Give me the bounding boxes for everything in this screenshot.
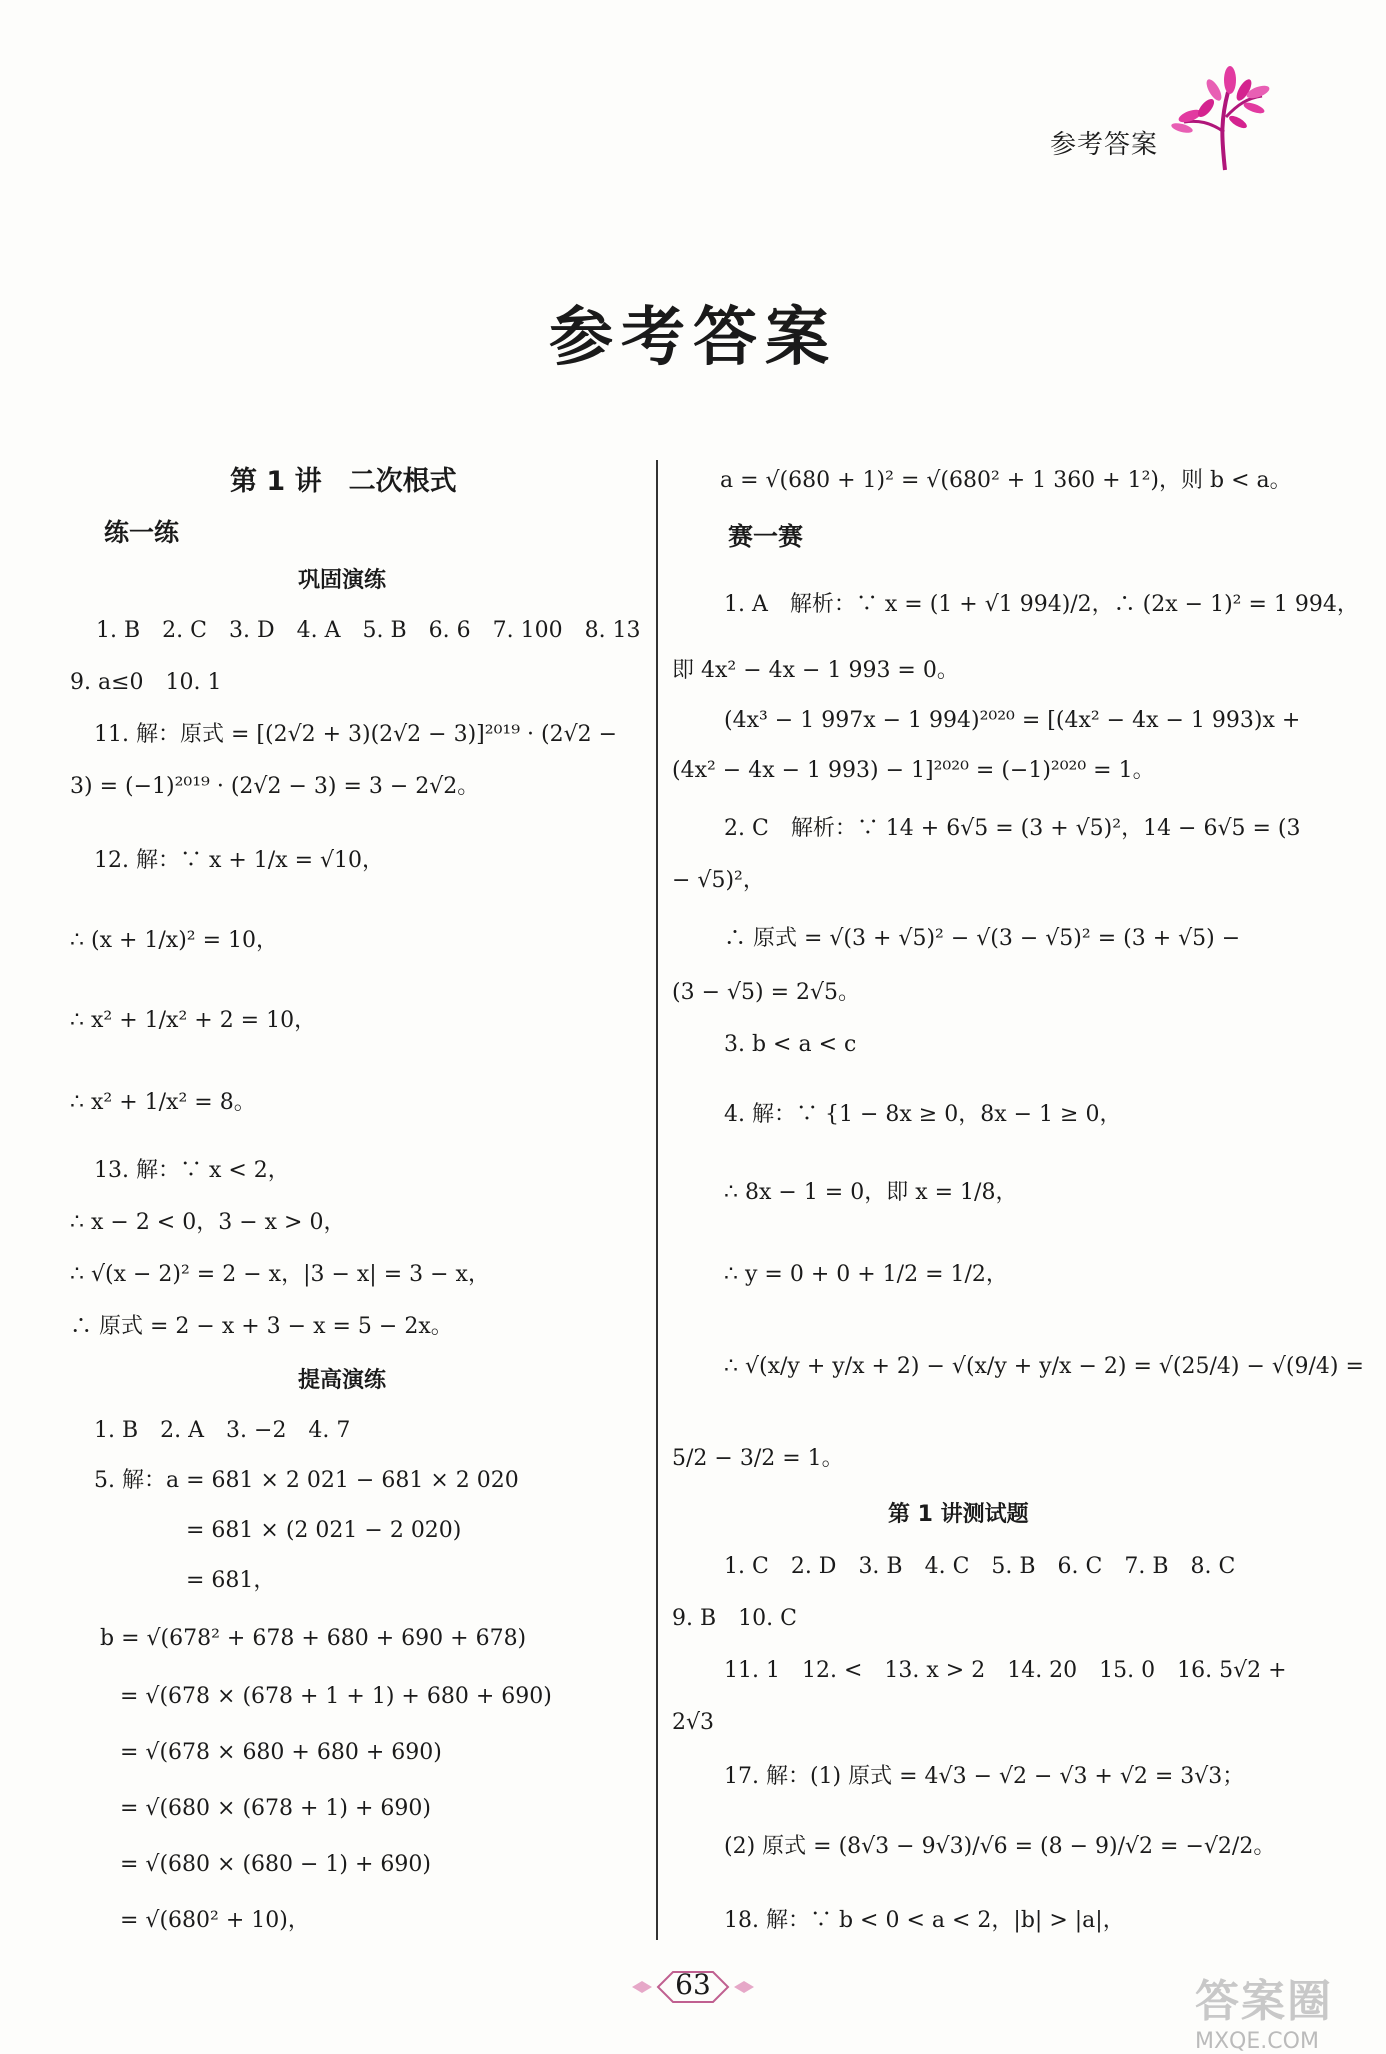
left-line-20: b = √(678² + 678 + 680 + 690 + 678)	[100, 1626, 527, 1651]
right-line-4: (4x³ − 1 997x − 1 994)²⁰²⁰ = [(4x² − 4x − 1 993)x +	[724, 708, 1301, 733]
right-line-13: ∴ y = 0 + 0 + 1/2 = 1/2，	[724, 1262, 1008, 1287]
left-line-9: ∴ x² + 1/x² + 2 = 10，	[70, 1008, 317, 1033]
left-line-22: = √(678 × 680 + 680 + 690)	[120, 1740, 442, 1765]
left-line-24: = √(680 × (680 − 1) + 690)	[120, 1852, 432, 1877]
right-column	[672, 462, 1364, 1933]
left-line-12: ∴ x − 2 < 0，3 − x > 0，	[70, 1210, 346, 1235]
right-line-19: 11. 1 12. < 13. x > 2 14. 20 15. 0 16. 5√2 +	[724, 1658, 1287, 1683]
left-line-18: = 681 × (2 021 − 2 020)	[186, 1518, 462, 1543]
right-line-10: 3. b < a < c	[724, 1032, 857, 1057]
right-line-16: 第 1 讲测试题	[888, 1502, 1029, 1527]
left-line-15: 提高演练	[298, 1368, 387, 1393]
right-line-22: (2) 原式 = (8√3 − 9√3)/√6 = (8 − 9)/√2 = −√2/2。	[724, 1834, 1276, 1859]
left-line-6: 3) = (−1)²⁰¹⁹ · (2√2 − 3) = 3 − 2√2。	[70, 774, 480, 799]
right-line-18: 9. B 10. C	[672, 1606, 797, 1631]
left-line-19: = 681，	[186, 1568, 276, 1593]
right-line-1: 赛一赛	[728, 522, 804, 551]
right-line-5: (4x² − 4x − 1 993) − 1]²⁰²⁰ = (−1)²⁰²⁰ = 1。	[672, 758, 1155, 783]
left-line-7: 12. 解：∵ x + 1/x = √10，	[94, 848, 385, 873]
left-line-16: 1. B 2. A 3. −2 4. 7	[94, 1418, 351, 1443]
right-line-17: 1. C 2. D 3. B 4. C 5. B 6. C 7. B 8. C	[724, 1554, 1236, 1579]
left-line-0: 第 1 讲 二次根式	[230, 466, 457, 497]
page-title: 参考答案	[549, 300, 837, 375]
left-line-17: 5. 解：a = 681 × 2 021 − 681 × 2 020	[94, 1468, 519, 1493]
right-line-14: ∴ √(x/y + y/x + 2) − √(x/y + y/x − 2) = √(25/4) − √(9/4) =	[724, 1354, 1364, 1379]
left-line-1: 练一练	[104, 518, 180, 547]
watermark-url: MXQE.COM	[1195, 2029, 1319, 2054]
right-line-21: 17. 解：(1) 原式 = 4√3 − √2 − √3 + √2 = 3√3；	[724, 1764, 1245, 1789]
page-number	[628, 1962, 758, 2012]
left-line-3: 1. B 2. C 3. D 4. A 5. B 6. 6 7. 100 8. 13	[96, 618, 641, 643]
right-line-12: ∴ 8x − 1 = 0，即 x = 1/8，	[724, 1180, 1018, 1205]
right-line-9: (3 − √5) = 2√5。	[672, 980, 861, 1005]
page-number-text: 63	[675, 1968, 711, 2001]
right-line-0: a = √(680 + 1)² = √(680² + 1 360 + 1²)，则 b < a。	[720, 468, 1292, 493]
right-line-6: 2. C 解析：∵ 14 + 6√5 = (3 + √5)²，14 − 6√5 = (3	[724, 816, 1301, 841]
left-line-2: 巩固演练	[298, 568, 387, 593]
right-line-3: 即 4x² − 4x − 1 993 = 0。	[672, 658, 959, 683]
left-line-23: = √(680 × (678 + 1) + 690)	[120, 1796, 432, 1821]
left-line-11: 13. 解：∵ x < 2，	[94, 1158, 290, 1183]
left-line-4: 9. a≤0 10. 1	[70, 670, 222, 695]
right-line-7: − √5)²，	[672, 868, 765, 893]
left-line-21: = √(678 × (678 + 1 + 1) + 680 + 690)	[120, 1684, 552, 1709]
right-line-8: ∴ 原式 = √(3 + √5)² − √(3 − √5)² = (3 + √5) −	[724, 926, 1241, 951]
column-divider	[656, 460, 658, 1940]
left-line-10: ∴ x² + 1/x² = 8。	[70, 1090, 256, 1115]
left-column	[70, 462, 650, 1932]
left-line-8: ∴ (x + 1/x)² = 10，	[70, 928, 279, 953]
watermark	[1195, 1965, 1375, 2054]
right-line-15: 5/2 − 3/2 = 1。	[672, 1446, 844, 1471]
left-line-14: ∴ 原式 = 2 − x + 3 − x = 5 − 2x。	[70, 1314, 453, 1339]
watermark-logo: 答案圈	[1195, 1976, 1333, 2027]
right-line-20: 2√3	[672, 1710, 715, 1735]
header-label: 参考答案	[1050, 130, 1159, 160]
right-line-11: 4. 解：∵ {1 − 8x ≥ 0，8x − 1 ≥ 0，	[724, 1102, 1122, 1127]
right-line-23: 18. 解：∵ b < 0 < a < 2，|b| > |a|，	[724, 1908, 1125, 1933]
left-line-5: 11. 解：原式 = [(2√2 + 3)(2√2 − 3)]²⁰¹⁹ · (2√2 −	[94, 722, 618, 747]
right-line-2: 1. A 解析：∵ x = (1 + √1 994)/2，∴ (2x − 1)² = 1 994，	[724, 592, 1359, 617]
tree-logo-icon	[1170, 62, 1270, 172]
left-line-25: = √(680² + 10)，	[120, 1908, 310, 1933]
left-line-13: ∴ √(x − 2)² = 2 − x，|3 − x| = 3 − x，	[70, 1262, 490, 1287]
